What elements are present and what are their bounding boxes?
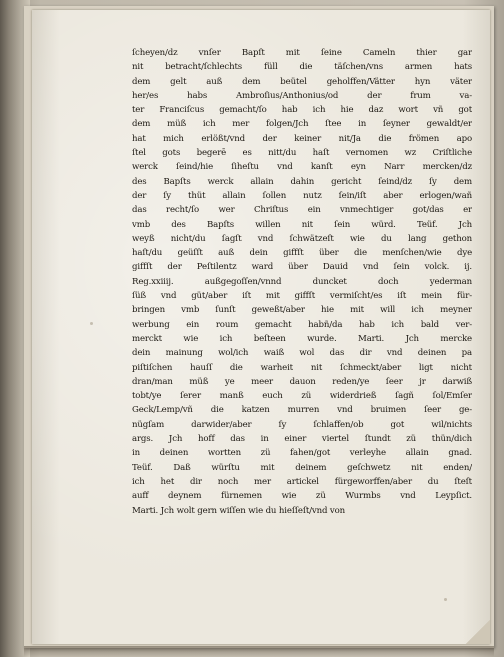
text-line: tobt/ye ſerer manß euch zü widerdrieß ſagñ ſol/Emſer <box>132 391 472 402</box>
text-line: werbung ein roum gemacht habñ/da hab ich bald ver- <box>132 319 472 330</box>
text-line: nit betracht/ſchlechts füll die täſchen/vns armen hats <box>132 62 472 73</box>
text-line: piſtiſchen hauſſ die warheit nit ſchmeckt/aber ligt nicht <box>132 362 472 373</box>
text-line: ſtel gots begerē es nitt/du haſt vernomen wz Criſtliche <box>132 148 472 159</box>
text-line: werck ſeind/hie ſiheſtu vnd kanſt eyn Narr mercken/dz <box>132 162 472 173</box>
text-line: weyß nicht/du ſagſt vnd ſchwätzeſt wie du lang gethon <box>132 233 472 244</box>
text-line: vmb des Bapſts willen nit ſein würd. Teüf. Jch <box>132 219 472 230</box>
text-line: her/es habs Ambroſius/Anthonius/od der frum va- <box>132 90 472 101</box>
text-line: Geck/Lemp/vñ die katzen murren vnd bruimen ſeer ge- <box>132 405 472 416</box>
text-line: der ſy thüt allain ſollen nutz ſein/iſt aber erlogen/wañ <box>132 190 472 201</box>
page-shadow <box>24 646 494 657</box>
text-line: ich het dir noch mer artickel fürgeworffen/aber du ſteſt <box>132 476 472 487</box>
text-line: haſt/du geüſſt auß dein giffſt über die menſchen/wie dye <box>132 248 472 259</box>
text-line: des Bapſts werck allain dahin gericht ſeind/dz ſy dem <box>132 176 472 187</box>
text-line: merckt wie ich beſteen wurde. Marti. Jch mercke <box>132 333 472 344</box>
text-line: dran/man müß ye meer dauon reden/ye ſeer jr darwiß <box>132 376 472 387</box>
page-corner <box>466 620 490 644</box>
paper-speck <box>90 322 93 325</box>
text-line: args. Jch hoff das in einer viertel ſtundt zü thün/dich <box>132 434 472 445</box>
text-line: nügſam darwider/aber ſy ſchlaffen/ob got wil/nichts <box>132 419 472 430</box>
text-line: dem müß ich mer folgen/Jch ſtee in ſeyner gewaldt/er <box>132 119 472 130</box>
text-line: dem gelt auß dem beütel geholffen/Vätter hyn väter <box>132 76 472 87</box>
text-line: das recht/ſo wer Chriſtus ein vnmechtiger got/das er <box>132 205 472 216</box>
text-line: Teüf. Daß würſtu mit deinem geſchwetz nit enden/ <box>132 462 472 473</box>
text-line: dein mainung wol/ich waiß wol das dir vnd deinen pa <box>132 348 472 359</box>
text-line: ſcheyen/dz vnſer Bapſt mit ſeine Cameln thier gar <box>132 48 472 58</box>
text-line: in deinen wortten zü fahen/got verleyhe allain gnad. <box>132 448 472 459</box>
text-line: giffſt der Peſtilentz ward über Dauid vnd ſein volck. ij. <box>132 262 472 273</box>
text-line: hat mich erlößt/vnd der keiner nit/Ja die frömen apo <box>132 133 472 144</box>
text-line: Reg.xxiiij. außgegoſſen/vnnd duncket doch yederman <box>132 276 472 287</box>
text-line: bringen vmb ſunſt geweßt/aber hie mit will ich meyner <box>132 305 472 316</box>
text-line: ſüß vnd güt/aber iſt mit giffſt vermiſcht/es iſt mein für- <box>132 291 472 302</box>
paper-speck <box>444 598 447 601</box>
text-line: Marti. Jch wolt gern wiſſen wie du hieſſeſt/vnd von <box>132 505 346 516</box>
page-text <box>132 46 472 518</box>
text-line: ter Franciſcus gemacht/ſo hab ich hie daz wort vñ got <box>132 105 472 116</box>
text-line: auff deynem fürnemen wie zü Wurmbs vnd Leypſict. <box>132 491 472 502</box>
